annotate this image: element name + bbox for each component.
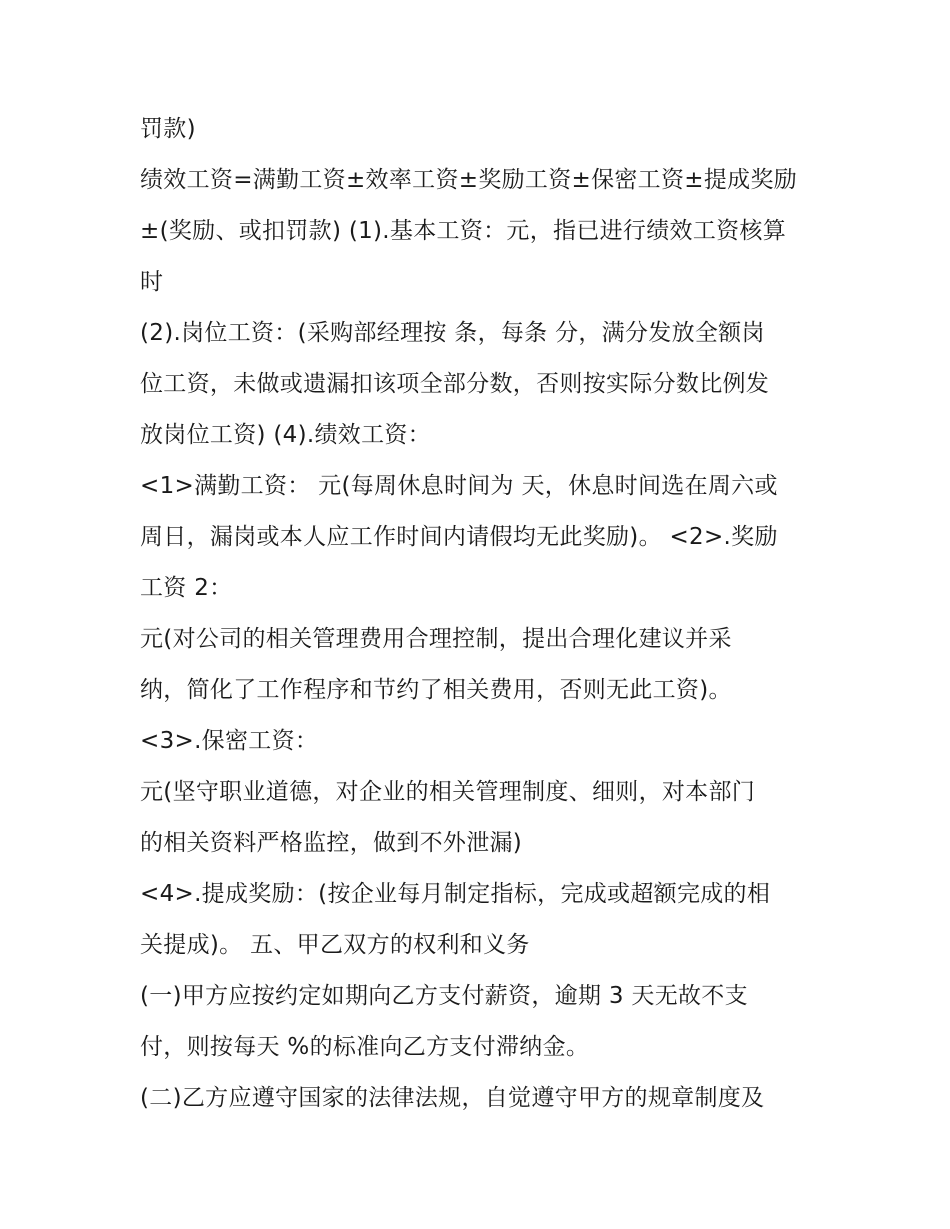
text-line: 罚款) [140,116,196,142]
document-body [140,104,820,1124]
text-line: 周日，漏岗或本人应工作时间内请假均无此奖励)。 <2>.奖励 [140,524,778,550]
text-line: <1>满勤工资： 元(每周休息时间为 天，休息时间选在周六或 [140,473,778,499]
text-line: 放岗位工资) (4).绩效工资： [140,422,431,448]
text-line: <3>.保密工资： [140,728,319,754]
text-line: 元(对公司的相关管理费用合理控制，提出合理化建议并采 [140,626,732,652]
text-line: (2).岗位工资：(采购部经理按 条，每条 分，满分发放全额岗 [140,320,765,346]
text-line: 付，则按每天 %的标准向乙方支付滞纳金。 [140,1034,590,1060]
text-line: 绩效工资=满勤工资±效率工资±奖励工资±保密工资±提成奖励 [140,167,798,193]
text-line: (二)乙方应遵守国家的法律法规，自觉遵守甲方的规章制度及 [140,1085,765,1111]
text-line: (一)甲方应按约定如期向乙方支付薪资，逾期 3 天无故不支 [140,983,748,1009]
text-line: 纳，简化了工作程序和节约了相关费用，否则无此工资)。 [140,677,732,703]
text-line: <4>.提成奖励：(按企业每月制定指标，完成或超额完成的相 [140,881,771,907]
text-line: 时 [140,269,164,295]
text-line: 的相关资料严格监控，做到不外泄漏) [140,830,523,856]
text-line: 元(坚守职业道德，对企业的相关管理制度、细则，对本部门 [140,779,756,805]
text-line: 工资 2： [140,575,233,601]
text-line: 位工资，未做或遗漏扣该项全部分数，否则按实际分数比例发 [140,371,770,397]
text-line: ±(奖励、或扣罚款) (1).基本工资：元，指已进行绩效工资核算 [140,218,787,244]
text-line: 关提成)。 五、甲乙双方的权利和义务 [140,932,530,958]
